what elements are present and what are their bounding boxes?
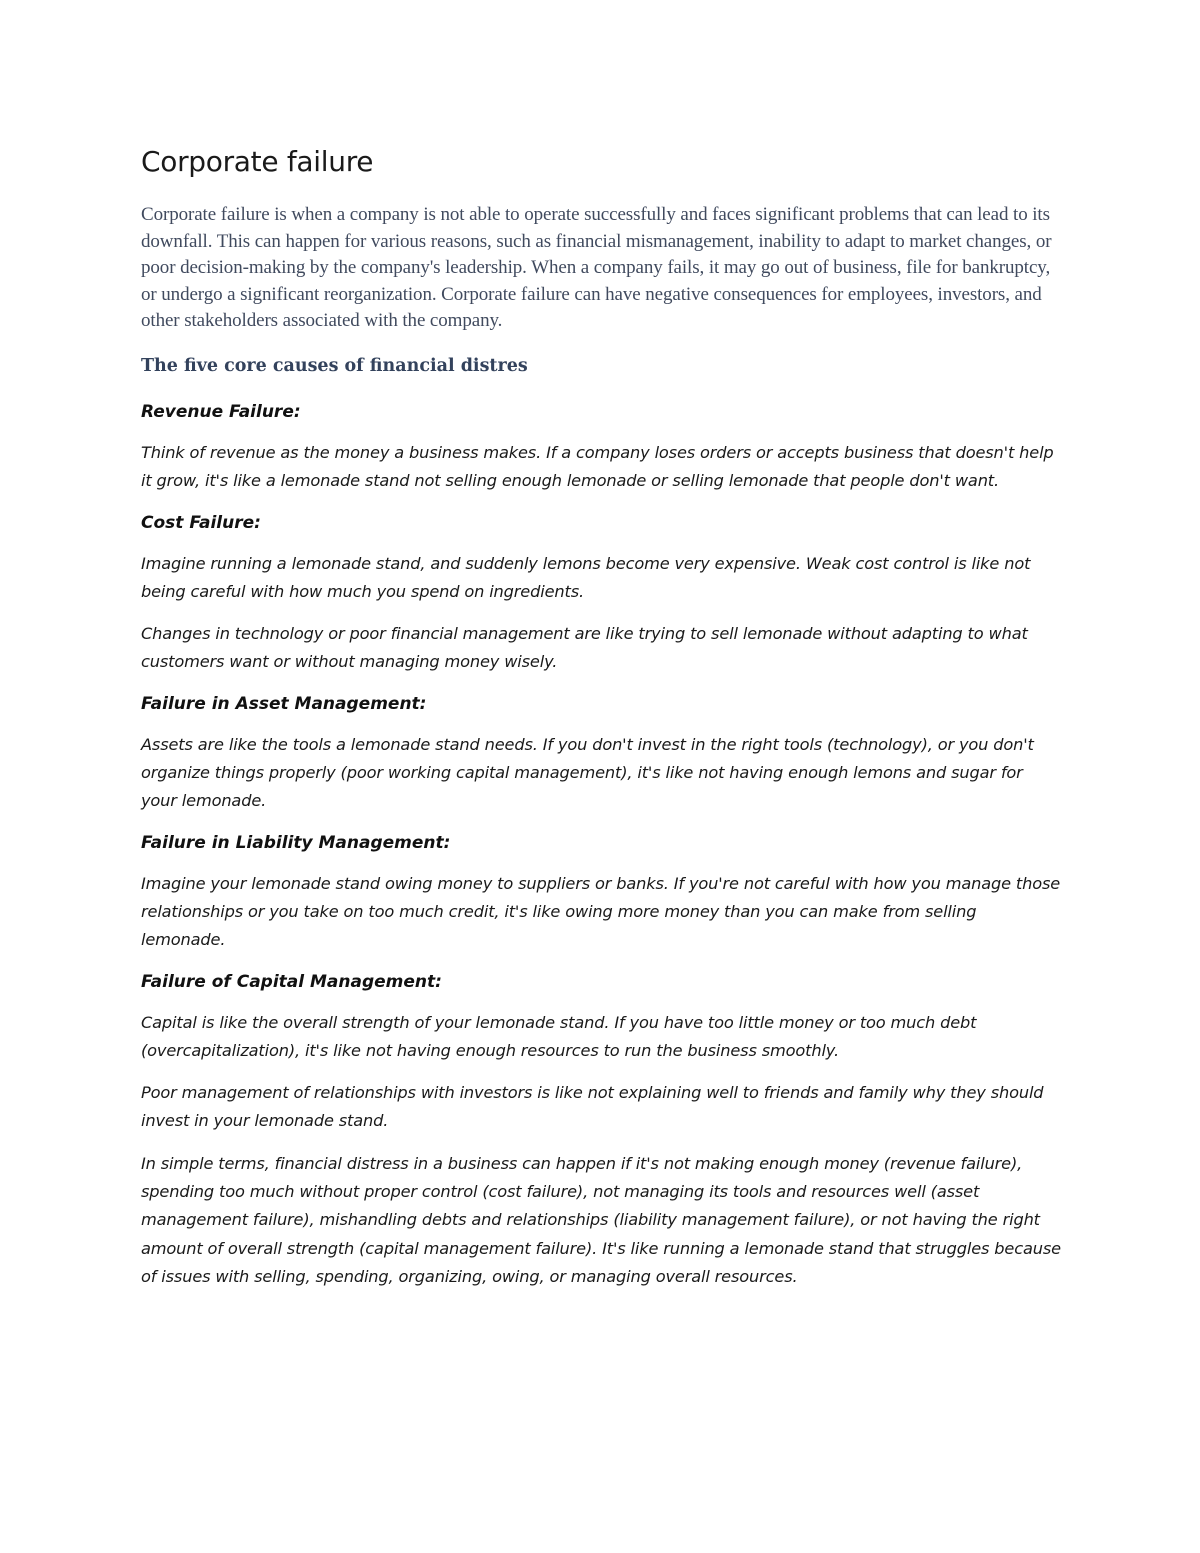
- asset-management-heading: Failure in Asset Management:: [141, 693, 427, 714]
- capital-management-heading: Failure of Capital Management:: [141, 971, 442, 992]
- liability-management-paragraph: Imagine your lemonade stand owing money to suppliers or banks. If you're not careful with how you manage those relationships or you take on too much credit, it's like owing more money than you can make from selling lemonade.: [141, 873, 1061, 950]
- cost-failure-paragraph-2: Changes in technology or poor financial management are like trying to sell lemonade without adapting to what customers want or without managing money wisely.: [141, 624, 1028, 672]
- document-title: Corporate failure: [141, 145, 374, 178]
- capital-management-paragraph-2: Poor management of relationships with investors is like not explaining well to friends and family why they should invest in your lemonade stand.: [141, 1083, 1044, 1131]
- revenue-failure-heading: Revenue Failure:: [141, 401, 301, 422]
- section-title: The five core causes of financial distres: [141, 355, 528, 376]
- cost-failure-paragraph-1: Imagine running a lemonade stand, and suddenly lemons become very expensive. Weak cost control is like not being careful with how much you spend on ingredients.: [141, 553, 1031, 601]
- intro-paragraph: Corporate failure is when a company is not able to operate successfully and faces significant problems that can lead to its downfall. This can happen for various reasons, such as financial mismanagement, inability to adapt to market changes, or poor decision-making by the company's leadership. When a company fails, it may go out of business, file for bankruptcy, or undergo a significant reorganization. Corporate failure can have negative consequences for employees, investors, and other stakeholders associated with the company.: [141, 204, 1052, 332]
- capital-management-paragraph-1: Capital is like the overall strength of your lemonade stand. If you have too little money or too much debt (overcapitalization), it's like not having enough resources to run the business smoothly.: [141, 1012, 977, 1060]
- liability-management-heading: Failure in Liability Management:: [141, 832, 451, 853]
- document-page: [141, 140, 1061, 1305]
- summary-paragraph: In simple terms, financial distress in a business can happen if it's not making enough money (revenue failure), spending too much without proper control (cost failure), not managing its tools and resources well (asset management failure), mishandling debts and relationships (liability management failure), or not having the right amount of overall strength (capital management failure). It's like running a lemonade stand that struggles because of issues with selling, spending, organizing, owing, or managing overall resources.: [141, 1153, 1061, 1286]
- asset-management-paragraph: Assets are like the tools a lemonade stand needs. If you don't invest in the right tools (technology), or you don't organize things properly (poor working capital management), it's like not having enough lemons and sugar for your lemonade.: [141, 734, 1034, 811]
- revenue-failure-paragraph: Think of revenue as the money a business makes. If a company loses orders or accepts business that doesn't help it grow, it's like a lemonade stand not selling enough lemonade or selling lemonade that people don't want.: [141, 442, 1054, 491]
- cost-failure-heading: Cost Failure:: [141, 512, 261, 533]
